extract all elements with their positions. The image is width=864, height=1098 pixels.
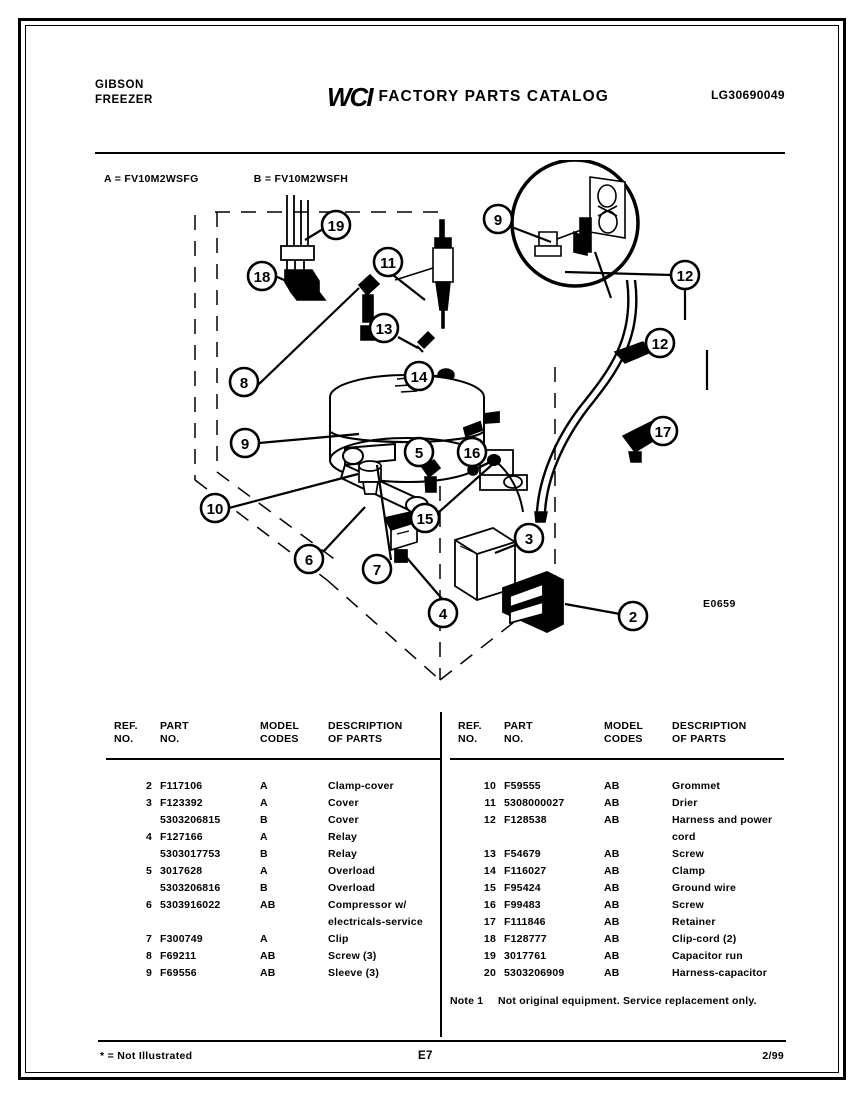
cell-ref-no: 2 — [145, 780, 152, 792]
cell-part-no: F116027 — [504, 865, 547, 877]
cell-ref-no: 17 — [483, 916, 496, 928]
note-text: Not original equipment. Service replacement only. — [498, 995, 757, 1007]
cell-model-codes: A — [260, 831, 268, 843]
footnote-not-illustrated: * = Not Illustrated — [100, 1050, 193, 1062]
table-row — [106, 914, 440, 931]
table-body-left — [106, 778, 440, 982]
table-row — [106, 965, 440, 982]
cell-part-no: F117106 — [160, 780, 203, 792]
parts-tables — [98, 712, 786, 1037]
callout-5 — [405, 438, 433, 466]
cell-part-no: F300749 — [160, 933, 203, 945]
header-divider — [95, 152, 785, 154]
cell-ref-no: 16 — [483, 899, 496, 911]
callout-6 — [295, 545, 323, 573]
model-code-a: A = FV10M2WSFG — [104, 173, 199, 185]
cell-model-codes: AB — [604, 916, 620, 928]
cell-model-codes: AB — [260, 967, 276, 979]
cell-model-codes: AB — [604, 950, 620, 962]
cell-model-codes: B — [260, 848, 268, 860]
cell-ref-no: 4 — [145, 831, 152, 843]
table-row — [450, 778, 784, 795]
callout-9-left — [231, 429, 259, 457]
cell-description: Overload — [328, 882, 376, 894]
cell-description: Screw — [672, 899, 704, 911]
svg-text:14: 14 — [410, 369, 428, 386]
cell-ref-no: 10 — [483, 780, 496, 792]
cell-description: Clamp-cover — [328, 780, 394, 792]
col-header-ref: REF. NO. — [114, 720, 138, 745]
callout-12-right — [671, 261, 699, 289]
table-row — [106, 863, 440, 880]
note-label: Note 1 — [450, 995, 484, 1007]
catalog-code: LG30690049 — [710, 88, 785, 102]
callout-2 — [619, 602, 647, 630]
col-header-model-codes: MODEL CODES — [604, 720, 644, 745]
cell-part-no: F99483 — [504, 899, 541, 911]
table-row — [450, 812, 784, 829]
cell-ref-no: 5 — [145, 865, 152, 877]
cell-part-no: F69211 — [160, 950, 197, 962]
svg-text:6: 6 — [304, 552, 314, 569]
cell-model-codes: B — [260, 814, 268, 826]
part-compressor — [330, 375, 484, 482]
exploded-parts-diagram — [95, 160, 785, 700]
cell-description: Clip-cord (2) — [672, 933, 737, 945]
table-row — [450, 897, 784, 914]
table-row — [450, 846, 784, 863]
table-row — [450, 880, 784, 897]
callout-17 — [649, 417, 677, 445]
cell-model-codes: AB — [604, 967, 620, 979]
cell-part-no: F123392 — [160, 797, 203, 809]
svg-text:11: 11 — [380, 255, 396, 272]
cell-ref-no: 3 — [145, 797, 152, 809]
cell-description: Clamp — [672, 865, 706, 877]
part-clip-cord — [285, 270, 325, 300]
wci-logo: WCI — [327, 82, 372, 112]
callout-12-lower — [646, 329, 674, 357]
col-header-ref: REF. NO. — [458, 720, 482, 745]
table-row — [106, 829, 440, 846]
svg-text:16: 16 — [463, 445, 481, 462]
svg-text:13: 13 — [375, 321, 393, 338]
detail-terminal-assembly — [535, 177, 625, 256]
table-row — [106, 846, 440, 863]
callout-10 — [201, 494, 229, 522]
table-row — [106, 795, 440, 812]
table-header-right — [450, 720, 784, 756]
cell-model-codes: AB — [604, 780, 620, 792]
svg-text:5: 5 — [414, 445, 424, 462]
catalog-title-group — [327, 84, 609, 110]
cell-model-codes: AB — [604, 882, 620, 894]
table-body-right — [450, 778, 784, 982]
cell-ref-no: 18 — [483, 933, 496, 945]
svg-text:4: 4 — [438, 606, 448, 623]
cell-part-no: F127166 — [160, 831, 203, 843]
cell-part-no: F111846 — [504, 916, 546, 928]
cell-part-no: F128777 — [504, 933, 547, 945]
table-header-rule — [450, 758, 784, 760]
cell-description: Grommet — [672, 780, 721, 792]
table-row — [106, 931, 440, 948]
svg-text:17: 17 — [654, 424, 672, 441]
cell-description: Screw — [672, 848, 704, 860]
table-row — [450, 863, 784, 880]
table-header-left — [106, 720, 440, 756]
cell-description: Screw (3) — [328, 950, 377, 962]
cell-description: Cover — [328, 797, 359, 809]
cell-part-no: 5303916022 — [160, 899, 221, 911]
cell-part-no: 5303206909 — [504, 967, 565, 979]
cell-description: Cover — [328, 814, 359, 826]
page-title: FACTORY PARTS CATALOG — [378, 88, 609, 105]
cell-model-codes: AB — [260, 899, 276, 911]
cell-description: Ground wire — [672, 882, 737, 894]
svg-text:3: 3 — [524, 531, 534, 548]
callout-16 — [458, 438, 486, 466]
figure-code: E0659 — [703, 598, 736, 610]
table-column-divider — [440, 712, 442, 1037]
footer-divider — [98, 1040, 786, 1042]
col-header-description: DESCRIPTION OF PARTS — [328, 720, 403, 745]
cell-ref-no: 15 — [483, 882, 496, 894]
table-row — [106, 778, 440, 795]
cell-part-no: 5303017753 — [160, 848, 221, 860]
part-harness-power-cord — [537, 280, 636, 512]
cell-ref-no: 6 — [145, 899, 152, 911]
cell-ref-no: 13 — [483, 848, 496, 860]
svg-text:10: 10 — [206, 501, 224, 518]
svg-text:9: 9 — [240, 436, 250, 453]
cell-model-codes: AB — [260, 950, 276, 962]
callout-18 — [248, 262, 276, 290]
cell-description: Harness and power — [672, 814, 773, 826]
cell-description: Clip — [328, 933, 349, 945]
cell-description: Relay — [328, 848, 358, 860]
callout-14 — [405, 362, 433, 390]
table-row — [450, 829, 784, 846]
page-footer — [98, 1048, 786, 1070]
table-row — [106, 897, 440, 914]
cell-part-no: F95424 — [504, 882, 541, 894]
cell-description: Drier — [672, 797, 698, 809]
table-row — [106, 948, 440, 965]
svg-text:8: 8 — [239, 375, 249, 392]
svg-text:12: 12 — [676, 268, 694, 285]
brand-line-1: GIBSON — [95, 79, 144, 91]
callout-8 — [230, 368, 258, 396]
callout-11 — [374, 248, 402, 276]
table-row — [450, 948, 784, 965]
cell-description: Harness-capacitor — [672, 967, 768, 979]
cell-part-no: F128538 — [504, 814, 547, 826]
cell-ref-no: 20 — [483, 967, 496, 979]
brand-line-2: FREEZER — [95, 94, 153, 106]
parts-table-right — [450, 720, 784, 979]
cell-model-codes: AB — [604, 865, 620, 877]
cell-model-codes: B — [260, 882, 268, 894]
cell-ref-no: 12 — [483, 814, 496, 826]
table-row — [450, 795, 784, 812]
callout-15 — [411, 504, 439, 532]
cell-model-codes: A — [260, 780, 268, 792]
cell-part-no: F59555 — [504, 780, 541, 792]
callout-3 — [515, 524, 543, 552]
page-number: E7 — [418, 1050, 433, 1062]
cell-part-no: 3017628 — [160, 865, 203, 877]
callout-19 — [322, 211, 350, 239]
col-header-part: PART NO. — [504, 720, 533, 745]
table-row — [450, 931, 784, 948]
model-code-b: B = FV10M2WSFH — [253, 173, 349, 185]
cell-ref-no: 9 — [145, 967, 152, 979]
part-capacitor-run — [281, 195, 314, 272]
cell-ref-no: 7 — [145, 933, 152, 945]
svg-text:18: 18 — [253, 269, 271, 286]
table-row — [106, 880, 440, 897]
cell-ref-no: 8 — [145, 950, 152, 962]
cell-model-codes: AB — [604, 848, 620, 860]
cell-description: Compressor w/ — [328, 899, 407, 911]
col-header-model-codes: MODEL CODES — [260, 720, 300, 745]
table-note — [450, 994, 790, 1008]
cell-part-no: 3017761 — [504, 950, 547, 962]
cell-part-no: F54679 — [504, 848, 541, 860]
cell-part-no: 5303206816 — [160, 882, 221, 894]
brand-block — [95, 78, 153, 108]
cell-ref-no: 14 — [483, 865, 496, 877]
svg-text:15: 15 — [416, 511, 434, 528]
callout-9-top — [484, 205, 512, 233]
cell-description: electricals-service — [328, 916, 423, 928]
cell-ref-no: 11 — [484, 797, 496, 809]
table-row — [106, 812, 440, 829]
svg-text:19: 19 — [327, 218, 345, 235]
svg-text:12: 12 — [651, 336, 669, 353]
part-drier — [395, 220, 453, 328]
cell-description: Overload — [328, 865, 376, 877]
cell-model-codes: AB — [604, 899, 620, 911]
cell-part-no: 5303206815 — [160, 814, 221, 826]
cell-part-no: 5308000027 — [504, 797, 565, 809]
part-screw-13 — [417, 332, 434, 352]
cell-part-no: F69556 — [160, 967, 197, 979]
col-header-part: PART NO. — [160, 720, 189, 745]
svg-text:2: 2 — [628, 609, 638, 626]
cell-description: Retainer — [672, 916, 716, 928]
cell-description: Relay — [328, 831, 358, 843]
cell-model-codes: AB — [604, 797, 620, 809]
cell-model-codes: AB — [604, 933, 620, 945]
cell-description: cord — [672, 831, 696, 843]
table-header-rule — [106, 758, 440, 760]
page-header — [95, 78, 785, 124]
cell-model-codes: AB — [604, 814, 620, 826]
callout-13 — [370, 314, 398, 342]
cell-model-codes: A — [260, 933, 268, 945]
cell-model-codes: A — [260, 865, 268, 877]
cell-description: Capacitor run — [672, 950, 743, 962]
callout-4 — [429, 599, 457, 627]
cell-description: Sleeve (3) — [328, 967, 380, 979]
revision-date: 2/99 — [762, 1050, 784, 1062]
callout-7 — [363, 555, 391, 583]
diagram-svg — [95, 160, 785, 700]
cell-model-codes: A — [260, 797, 268, 809]
col-header-description: DESCRIPTION OF PARTS — [672, 720, 747, 745]
cell-ref-no: 19 — [483, 950, 496, 962]
table-row — [450, 965, 784, 982]
svg-text:7: 7 — [372, 562, 382, 579]
parts-table-left — [106, 720, 440, 979]
svg-text:9: 9 — [493, 212, 503, 229]
table-row — [450, 914, 784, 931]
part-screw-8 — [359, 275, 379, 322]
